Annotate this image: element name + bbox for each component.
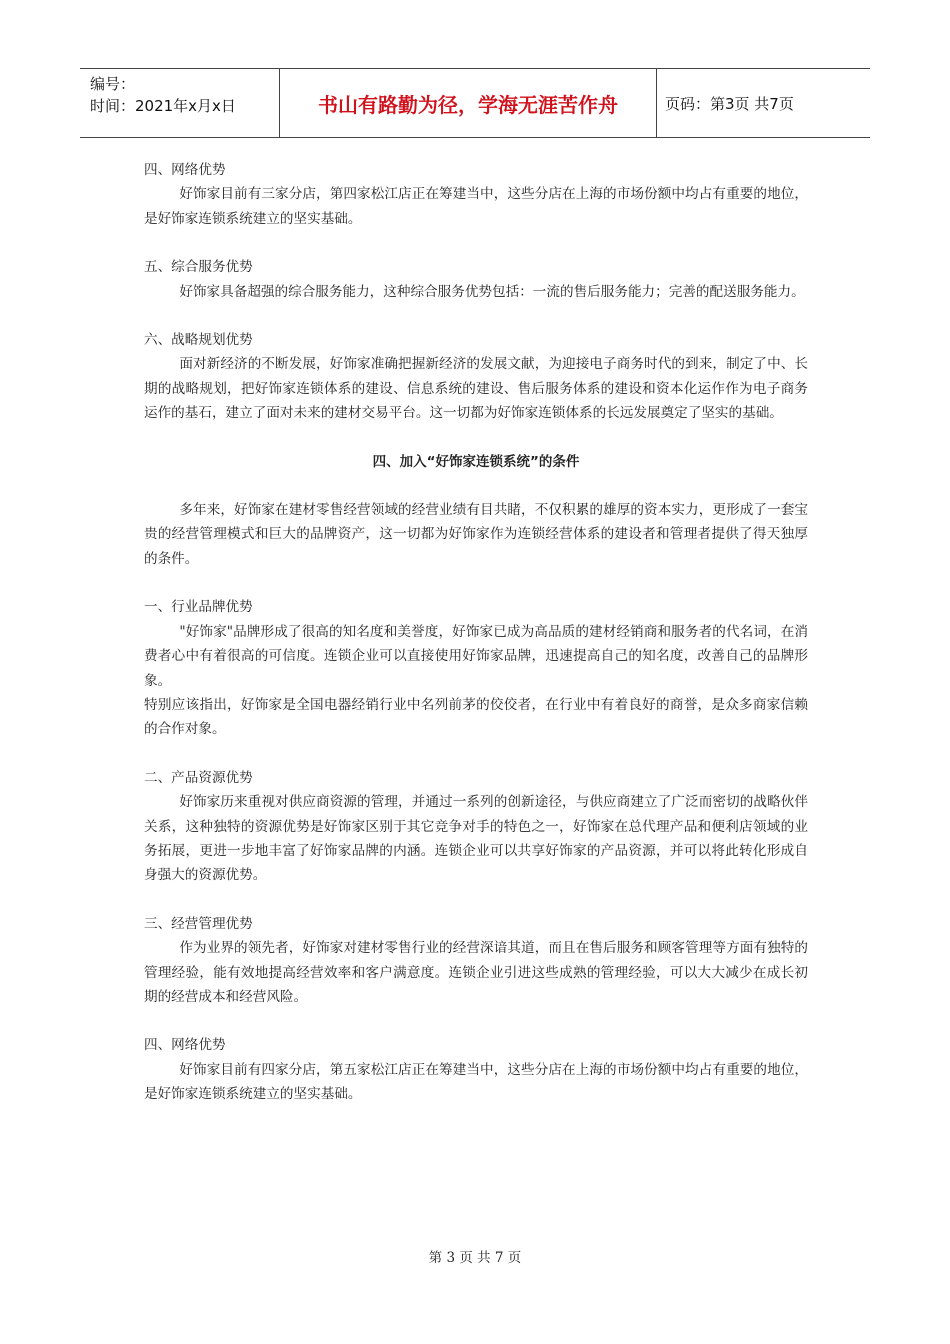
body-paragraph: 好饰家具备超强的综合服务能力，这种综合服务优势包括：一流的售后服务能力；完善的配送服务能力。 (179, 283, 805, 300)
body-paragraph: 好饰家目前有四家分店，第五家松江店正在筹建当中，这些分店在上海的市场份额中均占有重要的地位，是好饰家连锁系统建立的坚实基础。 (144, 1061, 808, 1103)
body-paragraph: 好饰家目前有三家分店，第四家松江店正在筹建当中，这些分店在上海的市场份额中均占有重要的地位，是好饰家连锁系统建立的坚实基础。 (144, 186, 808, 227)
paragraph-spacer (144, 1009, 808, 1033)
body-paragraph: 作为业界的领先者，好饰家对建材零售行业的经营深谙其道，而且在售后服务和顾客管理等方面有独特的管理经验，能有效地提高经营效率和客户满意度。连锁企业引进这些成熟的管理经验，可以大大减少在成长初期的经营成本和经营风险。 (144, 940, 808, 1005)
page-footer: 第 3 页 共 7 页 (428, 1250, 522, 1266)
section-heading: 二、产品资源优势 (144, 769, 253, 786)
section-heading: 一、行业品牌优势 (144, 599, 253, 616)
body-paragraph: 多年来，好饰家在建材零售经营领域的经营业绩有目共睹，不仅积累的雄厚的资本实力，更形成了一套宝贵的经营管理模式和巨大的品牌资产，这一切都为好饰家作为连锁经营体系的建设者和管理者提供了得天独厚的条件。 (144, 502, 808, 567)
section-heading: 四、网络优势 (144, 1037, 226, 1054)
paragraph-spacer (144, 426, 808, 450)
paragraph-spacer (144, 231, 808, 255)
chapter-title: 四、加入“好饰家连锁系统”的条件 (372, 453, 580, 470)
section-heading: 五、综合服务优势 (144, 259, 253, 276)
section-heading: 三、经营管理优势 (144, 915, 253, 932)
header-motto: 书山有路勤为径，学海无涯苦作舟 (280, 69, 657, 137)
paragraph-spacer (144, 888, 808, 912)
body-paragraph: 面对新经济的不断发展，好饰家准确把握新经济的发展文献，为迎接电子商务时代的到来，制定了中、长期的战略规划，把好饰家连锁体系的建设、信息系统的建设、售后服务体系的建设和资本化运作作为电子商务运作的基石，建立了面对未来的建材交易平台。这一切都为好饰家连锁体系的长远发展奠定了坚实的基础。 (144, 356, 808, 422)
date-line: 时间：2021年x月x日 (90, 97, 236, 115)
body-paragraph: 好饰家历来重视对供应商资源的管理，并通过一系列的创新途径，与供应商建立了广泛而密切的战略伙伴关系，这种独特的资源优势是好饰家区别于其它竞争对手的特色之一，好饰家在总代理产品和便利店领域的业务拓展，更进一步地丰富了好饰家品牌的内涵。连锁企业可以共享好饰家的产品资源，并可以将此转化形成自身强大的资源优势。 (144, 794, 808, 884)
section-heading: 六、战略规划优势 (144, 332, 253, 349)
paragraph-spacer (144, 304, 808, 328)
page-header (80, 68, 870, 138)
body-paragraph: "好饰家"品牌形成了很高的知名度和美誉度，好饰家已成为高品质的建材经销商和服务者的代名词，在消费者心中有着很高的可信度。连锁企业可以直接使用好饰家品牌，迅速提高自己的知名度，改善自己的品牌形象。 (144, 623, 808, 689)
body-paragraph: 特别应该指出，好饰家是全国电器经销行业中名列前茅的佼佼者，在行业中有着良好的商誉，是众多商家信赖的合作对象。 (144, 696, 808, 738)
paragraph-spacer (144, 474, 808, 498)
header-page-info: 页码：第3页 共7页 (665, 94, 794, 113)
number-label: 编号： (90, 75, 136, 93)
header-meta (80, 69, 280, 137)
document-body (144, 158, 808, 1107)
section-heading: 四、网络优势 (144, 162, 226, 178)
paragraph-spacer (144, 571, 808, 595)
paragraph-spacer (144, 742, 808, 766)
